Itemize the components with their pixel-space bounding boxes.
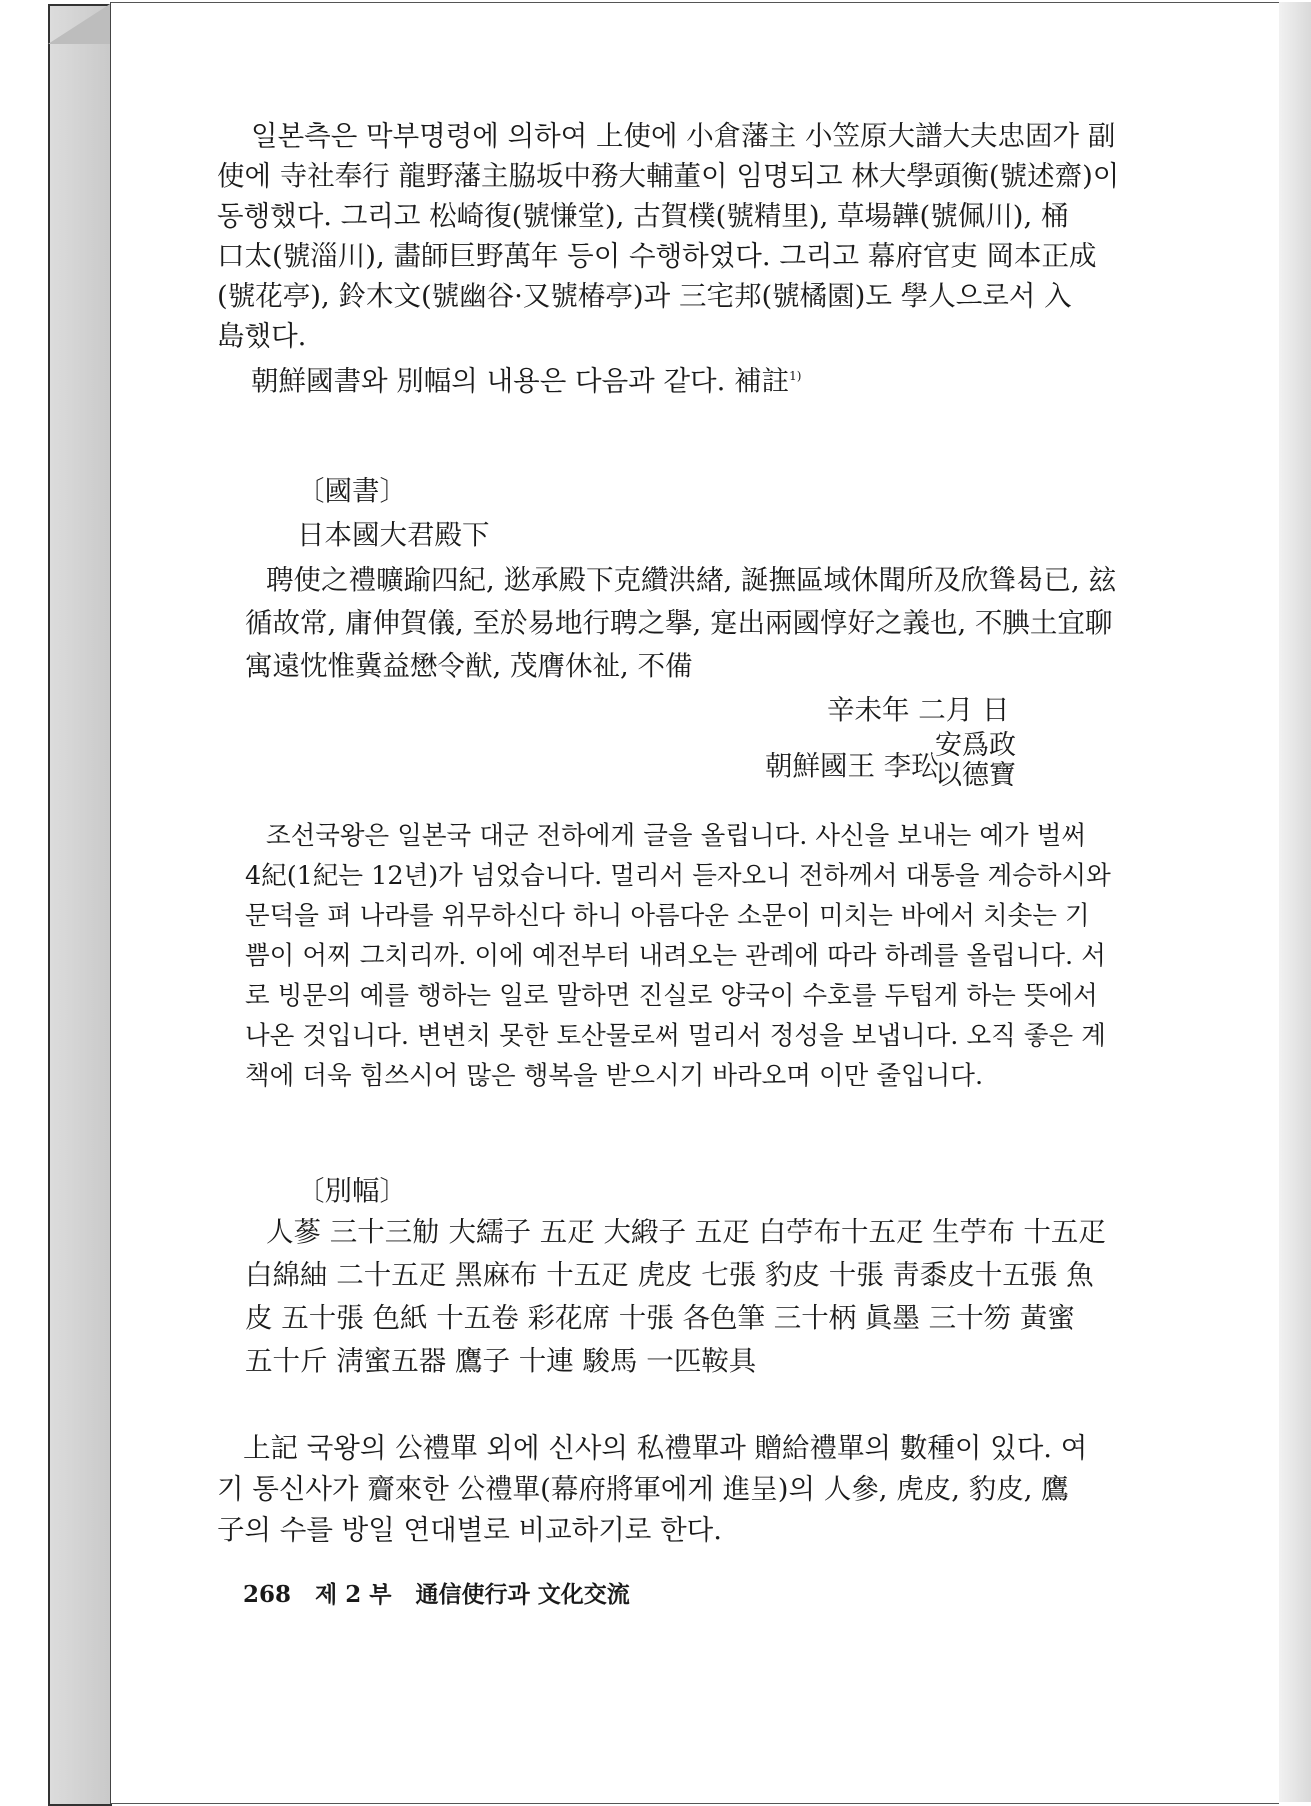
translation-line: 쁨이 어찌 그치리까. 이에 예전부터 내려오는 관례에 따라 하례를 올립니다. 서: [245, 941, 1106, 971]
summary-line: 기 통신사가 齎來한 公禮單(幕府將軍에게 進呈)의 人參, 虎皮, 豹皮, 鷹: [217, 1473, 1069, 1505]
page: [110, 2, 1279, 1804]
letter-body-line: 聘使之禮曠踰四紀, 逖承殿下克纘洪緖, 誕撫區域休聞所及欣聳曷已, 玆: [266, 564, 1116, 596]
intro-line: 동행했다. 그리고 松崎復(號慊堂), 古賀樸(號精里), 草場韡(號佩川), 桶: [217, 200, 1069, 232]
letter-body-line: 循故常, 庸伸賀儀, 至於易地行聘之擧, 寔出兩國惇好之義也, 不腆土宜聊: [245, 607, 1113, 639]
chapter-title: 通信使行과 文化交流: [415, 1581, 630, 1608]
appendix-line: 人蔘 三十三觔 大繻子 五疋 大緞子 五疋 白苧布十五疋 生苧布 十五疋: [266, 1216, 1106, 1248]
letter-heading: 〔國書〕: [297, 475, 407, 507]
summary-line: 子의 수를 방일 연대별로 비교하기로 한다.: [217, 1514, 722, 1546]
translation-line: 4紀(1紀는 12년)가 넘었습니다. 멀리서 듣자오니 전하께서 대통을 계승하시와: [245, 861, 1111, 891]
letter-sender: 朝鮮國王 李玜: [765, 750, 939, 782]
intro-line: (號花亭), 鈴木文(號幽谷·又號椿亭)과 三宅邦(號橘園)도 學人으로서 入: [217, 280, 1072, 312]
intro-closing: [251, 356, 801, 401]
letter-seal-line: 以德寶: [935, 760, 1016, 791]
page-edge: [1278, 2, 1311, 1802]
appendix-line: 白綿紬 二十五疋 黑麻布 十五疋 虎皮 七張 豹皮 十張 靑黍皮十五張 魚: [245, 1259, 1094, 1291]
translation-line: 나온 것입니다. 변변치 못한 토산물로써 멀리서 정성을 보냅니다. 오직 좋은 계: [245, 1021, 1106, 1051]
footnote-marker: 1): [789, 369, 802, 383]
letter-body-line: 寓遠忱惟冀益懋令猷, 茂膺休祉, 不備: [245, 650, 693, 682]
intro-line: 使에 寺社奉行 龍野藩主脇坂中務大輔董이 임명되고 林大學頭衡(號述齋)이: [217, 160, 1120, 192]
part-label: 제 2 부: [315, 1581, 392, 1608]
page-footer: [243, 1575, 630, 1615]
book-spine: [48, 4, 112, 1806]
intro-line: 島했다.: [217, 320, 307, 352]
translation-line: 조선국왕은 일본국 대군 전하에게 글을 올립니다. 사신을 보내는 예가 벌써: [266, 821, 1087, 851]
letter-date: 辛未年 二月 日: [827, 694, 1010, 726]
intro-line: 일본측은 막부명령에 의하여 上使에 小倉藩主 小笠原大譜大夫忠固가 副: [251, 120, 1116, 152]
letter-seal-line: 安爲政: [935, 730, 1016, 761]
appendix-heading: 〔別幅〕: [297, 1175, 407, 1207]
intro-line: 口太(號淄川), 畵師巨野萬年 등이 수행하였다. 그리고 幕府官吏 岡本正成: [217, 240, 1097, 272]
summary-line: 上記 국왕의 公禮單 외에 신사의 私禮單과 贈給禮單의 數種이 있다. 여: [243, 1432, 1088, 1464]
translation-line: 문덕을 펴 나라를 위무하신다 하니 아름다운 소문이 미치는 바에서 치솟는 기: [245, 901, 1090, 931]
appendix-line: 五十斤 淸蜜五器 鷹子 十連 駿馬 一匹鞍具: [245, 1345, 757, 1377]
letter-address: 日本國大君殿下: [297, 519, 490, 551]
appendix-line: 皮 五十張 色紙 十五卷 彩花席 十張 各色筆 三十柄 眞墨 三十笏 黃蜜: [245, 1302, 1075, 1334]
page-number: 268: [243, 1581, 292, 1608]
translation-line: 로 빙문의 예를 행하는 일로 말하면 진실로 양국이 수호를 두텁게 하는 뜻에서: [245, 981, 1098, 1011]
translation-line: 책에 더욱 힘쓰시어 많은 행복을 받으시기 바라오며 이만 줄입니다.: [245, 1061, 984, 1091]
intro-closing-text: 朝鮮國書와 別幅의 내용은 다음과 같다. 補註: [251, 365, 790, 398]
